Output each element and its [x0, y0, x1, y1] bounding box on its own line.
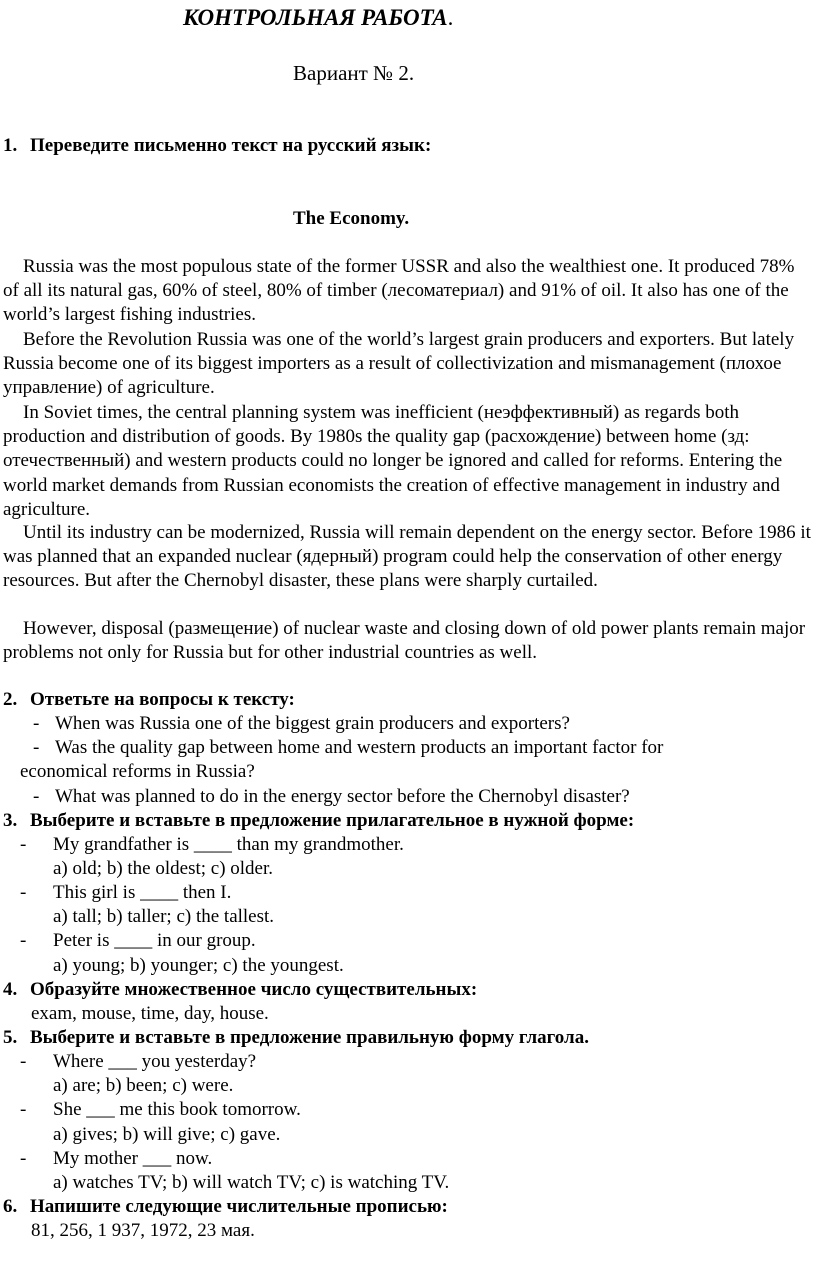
page-title: КОНТРОЛЬНАЯ РАБОТА. [183, 5, 454, 30]
question-2: - Was the quality gap between home and western products an important factor for [33, 737, 664, 758]
task-5-sentence-3: - My mother ___ now. [20, 1148, 213, 1169]
task-3-options-2: a) tall; b) taller; c) the tallest. [53, 906, 275, 927]
task-3-options-1: a) old; b) the oldest; c) older. [53, 858, 274, 879]
task-1-heading: 1. Переведите письменно текст на русский язык: [3, 135, 432, 156]
task-5-sentence-1: - Where ___ you yesterday? [20, 1051, 257, 1072]
question-2-continued: economical reforms in Russia? [20, 761, 255, 782]
task-5-options-2: a) gives; b) will give; c) gave. [53, 1124, 281, 1145]
task-5-options-1: a) are; b) been; c) were. [53, 1075, 234, 1096]
task-3-sentence-2: - This girl is ____ then I. [20, 882, 232, 903]
text-title: The Economy. [293, 208, 410, 229]
task-2-heading: 2. Ответьте на вопросы к тексту: [3, 689, 295, 710]
paragraph-2: Before the Revolution Russia was one of the world’s largest grain producers and exporters. But lately Russia become one of its biggest importers as a result of collectivization and mismanagement (плохое управление) of agriculture. [3, 329, 795, 399]
task-6-numbers: 81, 256, 1 937, 1972, 23 мая. [31, 1220, 255, 1241]
task-5-options-3: a) watches TV; b) will watch TV; c) is watching TV. [53, 1172, 450, 1193]
paragraph-4: Until its industry can be modernized, Russia will remain dependent on the energy sector. Before 1986 it was planned that an expanded nuclear (ядерный) program could help the conservation of other energy resources. But after the Chernobyl disaster, these plans were sharply curtailed. [3, 522, 811, 592]
variant-number: Вариант № 2. [293, 61, 415, 85]
task-4-words: exam, mouse, time, day, house. [31, 1003, 269, 1024]
task-6-heading: 6. Напишите следующие числительные прописью: [3, 1196, 448, 1217]
paragraph-1: Russia was the most populous state of the former USSR and also the wealthiest one. It produced 78% of all its natural gas, 60% of steel, 80% of timber (лесоматериал) and 91% of oil. It also has one of the world’s largest fishing industries. [3, 256, 795, 326]
task-5-heading: 5. Выберите и вставьте в предложение правильную форму глагола. [3, 1027, 589, 1048]
task-4-heading: 4. Образуйте множественное число существительных: [3, 979, 478, 1000]
task-5-sentence-2: - She ___ me this book tomorrow. [20, 1099, 301, 1120]
question-3: - What was planned to do in the energy sector before the Chernobyl disaster? [33, 786, 630, 807]
paragraph-3: In Soviet times, the central planning system was inefficient (неэффективный) as regards both production and distribution of goods. By 1980s the quality gap (расхождение) between home (зд: отечественный) and western products could no longer be ignored and called for reforms. Entering the world market demands from Russian economists the creation of effective management in industry and agriculture. [3, 402, 783, 520]
task-3-options-3: a) young; b) younger; c) the youngest. [53, 955, 344, 976]
task-3-sentence-3: - Peter is ____ in our group. [20, 930, 256, 951]
question-1: - When was Russia one of the biggest grain producers and exporters? [33, 713, 570, 734]
paragraph-5: However, disposal (размещение) of nuclear waste and closing down of old power plants remain major problems not only for Russia but for other industrial countries as well. [3, 618, 806, 664]
task-3-heading: 3. Выберите и вставьте в предложение прилагательное в нужной форме: [3, 810, 635, 831]
task-3-sentence-1: - My grandfather is ____ than my grandmother. [20, 834, 404, 855]
